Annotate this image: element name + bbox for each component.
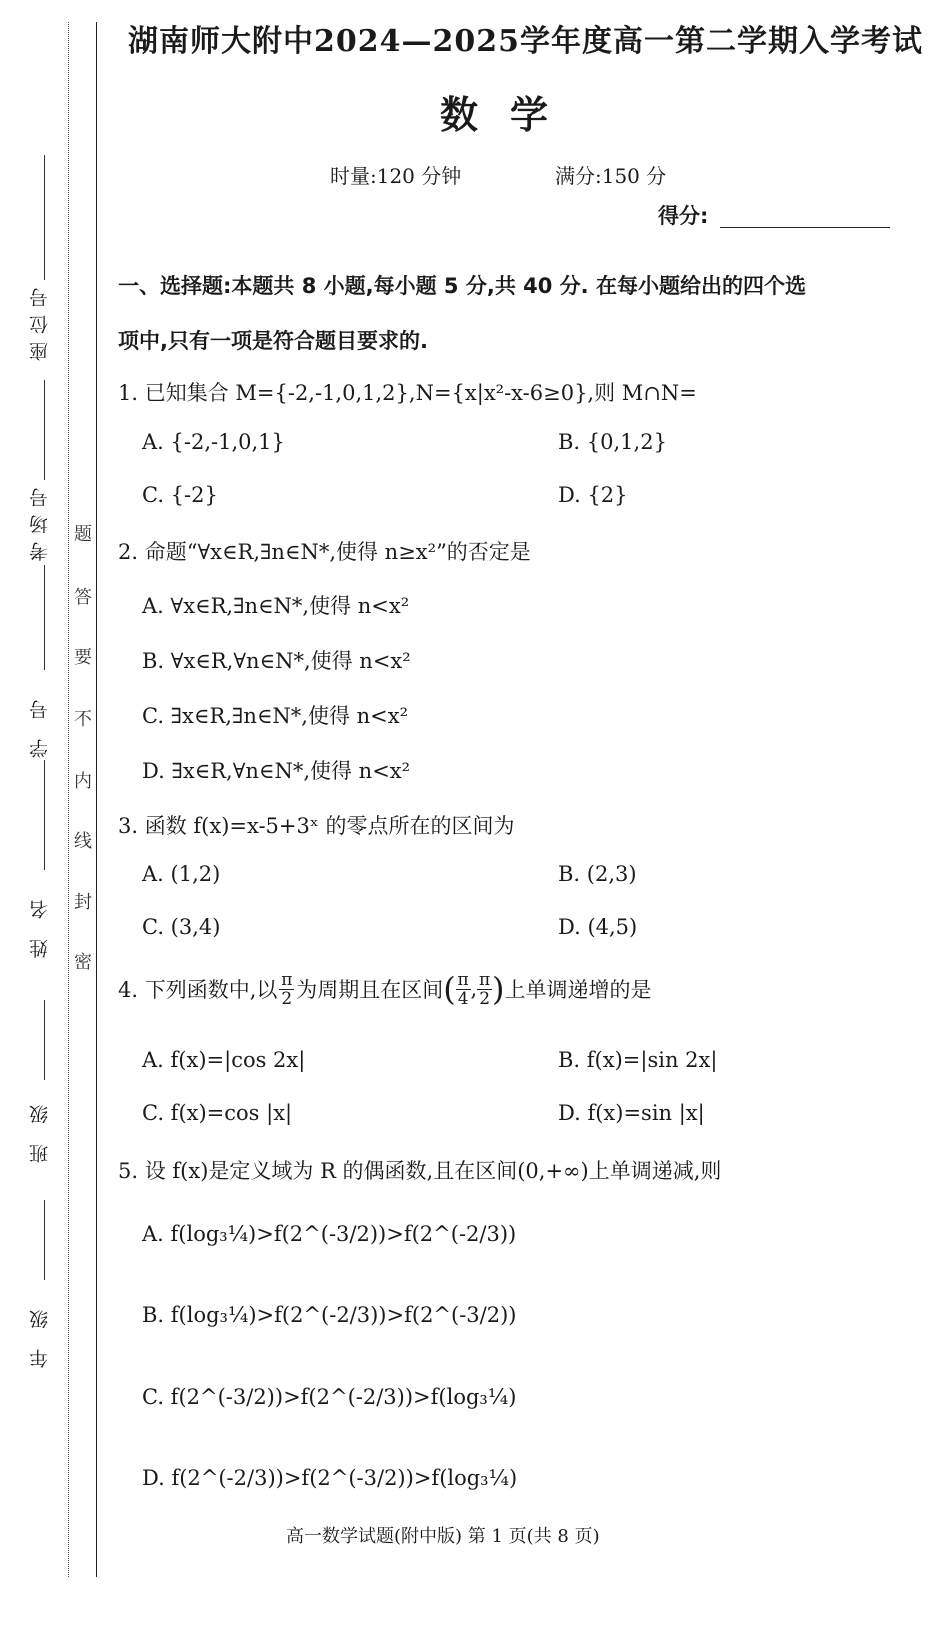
seat-number-label: 座位号 xyxy=(29,280,51,361)
q4-stem-mid: 为周期且在区间 xyxy=(296,978,444,1002)
name-blank[interactable] xyxy=(44,760,45,870)
q4-option-b[interactable]: B. f(x)=|sin 2x| xyxy=(558,1048,718,1072)
seal-char: 线 xyxy=(74,831,92,852)
q4-option-a[interactable]: A. f(x)=|cos 2x| xyxy=(142,1048,306,1072)
seal-char: 要 xyxy=(74,647,92,668)
frac-numerator: π xyxy=(281,969,293,990)
q2-option-b[interactable]: B. ∀x∈R,∀n∈N*,使得 n<x² xyxy=(142,649,411,673)
seal-char: 答 xyxy=(74,587,92,608)
section-instruction-line2: 项中,只有一项是符合题目要求的. xyxy=(118,329,428,353)
question-4-stem xyxy=(118,970,652,1008)
frac-denominator: 2 xyxy=(479,988,491,1009)
grade-label: 年级 xyxy=(29,1290,51,1368)
question-2-stem: 2. 命题“∀x∈R,∃n∈N*,使得 n≥x²”的否定是 xyxy=(118,540,531,564)
q1-option-d[interactable]: D. {2} xyxy=(558,483,628,507)
q5-option-d[interactable]: D. f(2^(-2/3))>f(2^(-3/2))>f(log₃¼) xyxy=(142,1466,518,1490)
question-3-stem: 3. 函数 f(x)=x-5+3ˣ 的零点所在的区间为 xyxy=(118,814,515,838)
score-blank[interactable] xyxy=(720,227,890,228)
full-score: 满分:150 分 xyxy=(555,164,667,188)
exam-room-blank[interactable] xyxy=(44,380,45,480)
q1-option-b[interactable]: B. {0,1,2} xyxy=(558,430,667,454)
section-instruction-line1: 一、选择题:本题共 8 小题,每小题 5 分,共 40 分. 在每小题给出的四个选 xyxy=(118,274,806,298)
grade-blank[interactable] xyxy=(44,1200,45,1280)
comma: , xyxy=(470,977,478,1001)
seal-dotted-line xyxy=(68,22,69,1577)
page-footer: 高一数学试题(附中版) 第 1 页(共 8 页) xyxy=(286,1526,600,1547)
seal-char: 题 xyxy=(74,524,92,545)
student-id-blank[interactable] xyxy=(44,565,45,670)
q3-option-d[interactable]: D. (4,5) xyxy=(558,915,638,939)
frac-numerator: π xyxy=(457,969,469,990)
q1-option-c[interactable]: C. {-2} xyxy=(142,483,218,507)
close-paren: ) xyxy=(492,970,505,1008)
pi-over-2-fraction xyxy=(279,971,294,1008)
q3-option-a[interactable]: A. (1,2) xyxy=(142,862,221,886)
q5-option-a[interactable]: A. f(log₃¼)>f(2^(-3/2))>f(2^(-2/3)) xyxy=(142,1222,517,1246)
exam-title: 湖南师大附中2024—2025学年度高一第二学期入学考试 xyxy=(128,24,923,59)
time-limit: 时量:120 分钟 xyxy=(330,164,462,188)
q2-option-d[interactable]: D. ∃x∈R,∀n∈N*,使得 n<x² xyxy=(142,759,411,783)
question-5-stem: 5. 设 f(x)是定义域为 R 的偶函数,且在区间(0,+∞)上单调递减,则 xyxy=(118,1159,722,1183)
q1-option-a[interactable]: A. {-2,-1,0,1} xyxy=(142,430,285,454)
exam-room-label: 考场号 xyxy=(29,480,51,561)
q2-option-a[interactable]: A. ∀x∈R,∃n∈N*,使得 n<x² xyxy=(142,594,410,618)
q3-option-b[interactable]: B. (2,3) xyxy=(558,862,637,886)
pi-over-4-fraction xyxy=(456,971,471,1008)
score-label: 得分: xyxy=(658,204,709,228)
subject-title: 数学 xyxy=(440,92,581,137)
open-paren: ( xyxy=(443,970,456,1008)
frac-denominator: 2 xyxy=(281,988,293,1009)
class-blank[interactable] xyxy=(44,1000,45,1080)
q2-option-c[interactable]: C. ∃x∈R,∃n∈N*,使得 n<x² xyxy=(142,704,409,728)
q5-option-b[interactable]: B. f(log₃¼)>f(2^(-2/3))>f(2^(-3/2)) xyxy=(142,1303,517,1327)
seat-number-blank[interactable] xyxy=(44,155,45,280)
q3-option-c[interactable]: C. (3,4) xyxy=(142,915,221,939)
frac-denominator: 4 xyxy=(457,988,469,1009)
q5-option-c[interactable]: C. f(2^(-3/2))>f(2^(-2/3))>f(log₃¼) xyxy=(142,1385,517,1409)
class-label: 班级 xyxy=(29,1085,51,1163)
seal-char: 密 xyxy=(74,952,92,973)
question-1-stem: 1. 已知集合 M={-2,-1,0,1,2},N={x|x²-x-6≥0},则 M∩N= xyxy=(118,381,697,405)
q4-option-d[interactable]: D. f(x)=sin |x| xyxy=(558,1101,705,1125)
student-id-label: 学号 xyxy=(29,680,51,758)
q4-stem-suffix: 上单调递增的是 xyxy=(504,978,652,1002)
pi-over-2-fraction xyxy=(477,971,492,1008)
seal-char: 内 xyxy=(74,771,92,792)
margin-border-line xyxy=(96,22,97,1577)
name-label: 姓名 xyxy=(29,880,51,958)
seal-char: 不 xyxy=(74,709,92,730)
seal-char: 封 xyxy=(74,892,92,913)
q4-option-c[interactable]: C. f(x)=cos |x| xyxy=(142,1101,293,1125)
frac-numerator: π xyxy=(479,969,491,990)
q4-stem-prefix: 4. 下列函数中,以 xyxy=(118,978,278,1002)
